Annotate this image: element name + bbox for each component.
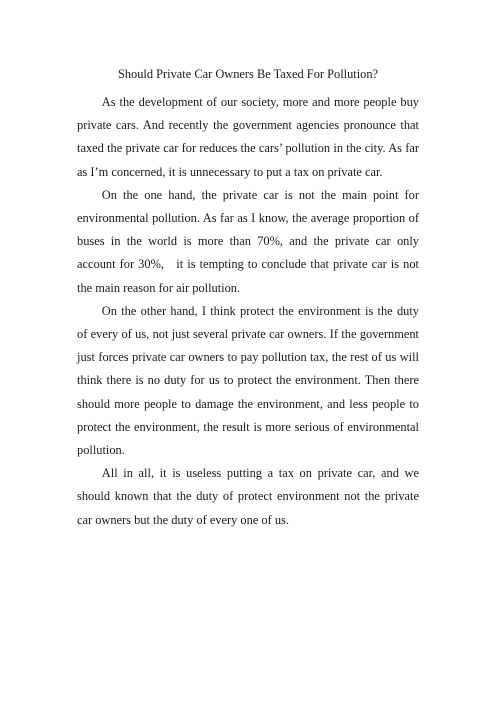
- paragraph-first-argument: On the one hand, the private car is not the main point for environmental pollution. As far as I know, the average proportion of buses in the world is more than 70%, and the private car only account for 30%, it is tempting to conclude that private car is not the main reason for air pollution.: [77, 187, 419, 295]
- document-body: [77, 66, 419, 532]
- paragraph-introduction: As the development of our society, more and more people buy private cars. And recently the government agencies pronounce that taxed the private car for reduces the cars’ pollution in the city. As far as I’m concerned, it is unnecessary to put a tax on private car.: [77, 95, 419, 179]
- document-title: Should Private Car Owners Be Taxed For Pollution?: [117, 67, 379, 81]
- paragraph-conclusion: All in all, it is useless putting a tax on private car, and we should known that the duty of protect environment not the private car owners but the duty of every one of us.: [77, 466, 419, 527]
- paragraph-second-argument: On the other hand, I think protect the environment is the duty of every of us, not just several private car owners. If the government just forces private car owners to pay pollution tax, the rest of us will think there is no duty for us to protect the environment. Then there should more people to damage the environment, and less people to protect the environment, the result is more serious of environmental pollution.: [77, 303, 419, 458]
